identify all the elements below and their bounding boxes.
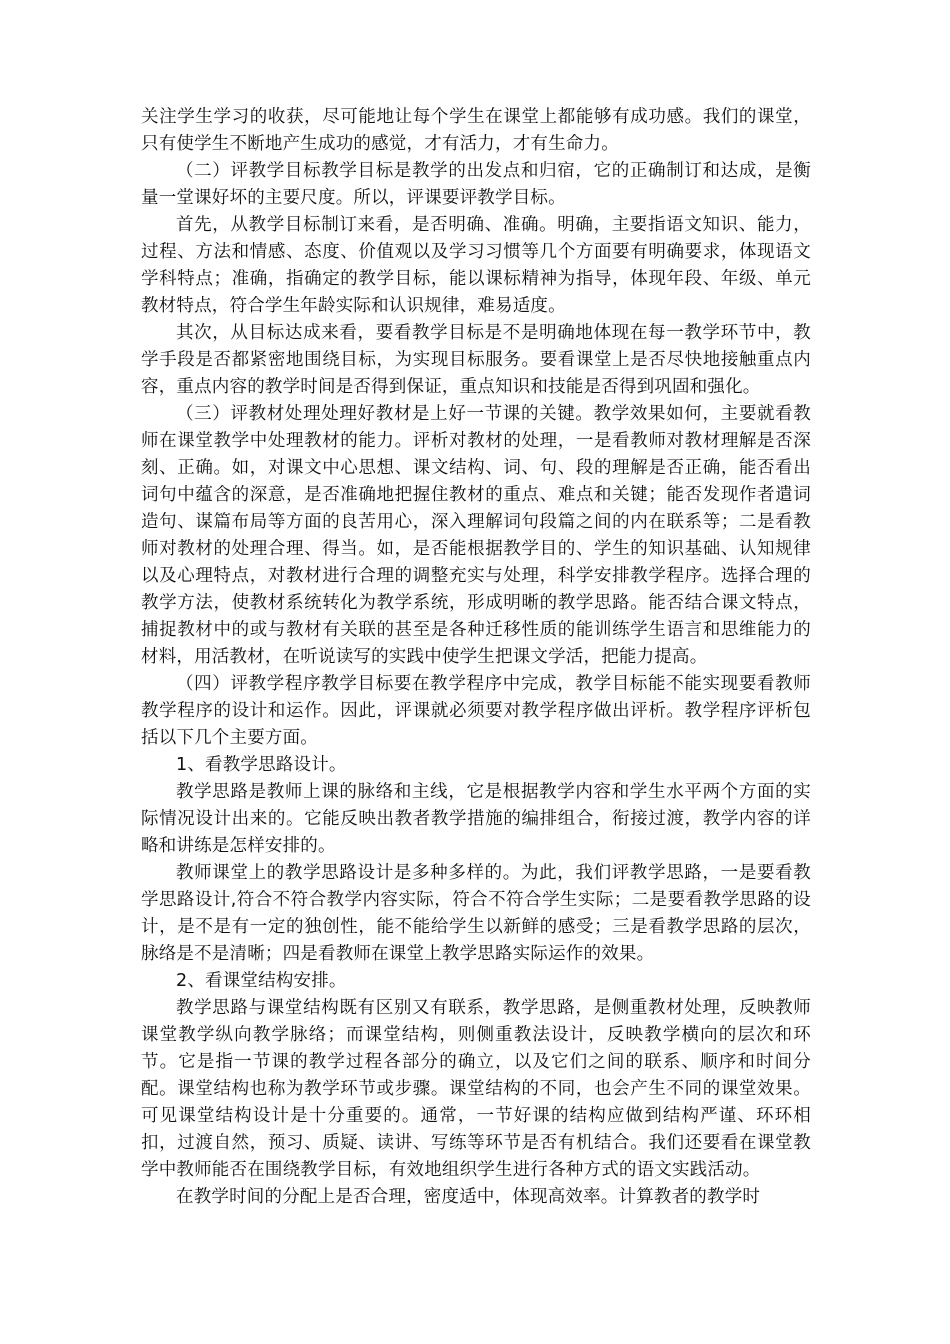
- paragraph-goal-achievement: 其次，从目标达成来看，要看教学目标是不是明确地体现在每一教学环节中，教学手段是否都紧密地围绕目标，为实现目标服务。要看课堂上是否尽快地接触重点内容，重点内容的教学时间是否得到保证，重点知识和技能是否得到巩固和强化。: [141, 323, 811, 397]
- paragraph-section-3-materials: （三）评教材处理处理好教材是上好一节课的关键。教学效果如何，主要就看教师在课堂教学中处理教材的能力。评析对教材的处理，一是看教师对教材理解是否深刻、正确。如，对课文中心思想、课文结构、词、句、段的理解是否正确，能否看出词句中蕴含的深意，是否准确地把握住教材的重点、难点和关键；能否发现作者遣词造句、谋篇布局等方面的良苦用心，深入理解词句段篇之间的内在联系等；二是看教师对教材的处理合理、得当。如，是否能根据教学目的、学生的知识基础、认知规律以及心理特点，对教材进行合理的调整充实与处理，科学安排教学程序。选择合理的教学方法，使教材系统转化为教学系统，形成明晰的教学思路。能否结合课文特点，捕捉教材中的或与教材有关联的甚至是各种迁移性质的能训练学生语言和思维能力的材料，用活教材，在听说读写的实践中使学生把课文学活，把能力提高。: [141, 404, 811, 667]
- paragraph-approach-evaluation: 教师课堂上的教学思路设计是多种多样的。为此，我们评教学思路，一是要看教学思路设计,符合不符合教学内容实际，符合不符合学生实际；二是要看教学思路的设计，是不是有一定的独创性，能不能给学生以新鲜的感受；三是看教学思路的层次，脉络是不是清晰；四是看教师在课堂上教学思路实际运作的效果。: [141, 863, 811, 964]
- paragraph-section-2-teaching-goals: （二）评教学目标教学目标是教学的出发点和归宿，它的正确制订和达成，是衡量一堂课好坏的主要尺度。所以，评课要评教学目标。: [141, 161, 811, 208]
- paragraph-time-allocation: 在教学时间的分配上是否合理，密度适中，体现高效率。计算教者的教学时: [176, 1187, 761, 1207]
- paragraph-section-4-procedure: （四）评教学程序教学目标要在教学程序中完成，教学目标能不能实现要看教师教学程序的设计和运作。因此，评课就必须要对教学程序做出评析。教学程序评析包括以下几个主要方面。: [141, 674, 811, 748]
- subheading-teaching-approach: 1、看教学思路设计。: [176, 755, 347, 775]
- subheading-class-structure: 2、看课堂结构安排。: [176, 971, 347, 991]
- paragraph-continued: 关注学生学习的收获，尽可能地让每个学生在课堂上都能够有成功感。我们的课堂，只有使学生不断地产生成功的感觉，才有活力，才有生命力。: [141, 107, 811, 154]
- paragraph-teaching-approach: 教学思路是教师上课的脉络和主线，它是根据教学内容和学生水平两个方面的实际情况设计出来的。它能反映出教者教学措施的编排组合，衔接过渡，教学内容的详略和讲练是怎样安排的。: [141, 782, 811, 856]
- paragraph-class-structure: 教学思路与课堂结构既有区别又有联系，教学思路，是侧重教材处理，反映教师课堂教学纵向教学脉络；而课堂结构，则侧重教法设计，反映教学横向的层次和环节。它是指一节课的教学过程各部分的确立，以及它们之间的联系、顺序和时间分配。课堂结构也称为教学环节或步骤。课堂结构的不同，也会产生不同的课堂效果。可见课堂结构设计是十分重要的。通常，一节好课的结构应做到结构严谨、环环相扣，过渡自然，预习、质疑、读讲、写练等环节是否有机结合。我们还要看在课堂教学中教师能否在围绕教学目标，有效地组织学生进行各种方式的语文实践活动。: [141, 998, 811, 1180]
- document-page: [141, 104, 811, 1211]
- paragraph-goal-formulation: 首先，从教学目标制订来看，是否明确、准确。明确，主要指语文知识、能力，过程、方法和情感、态度、价值观以及学习习惯等几个方面要有明确要求，体现语文学科特点；准确，指确定的教学目标，能以课标精神为指导，体现年段、年级、单元教材特点，符合学生年龄实际和认识规律，难易适度。: [141, 215, 811, 316]
